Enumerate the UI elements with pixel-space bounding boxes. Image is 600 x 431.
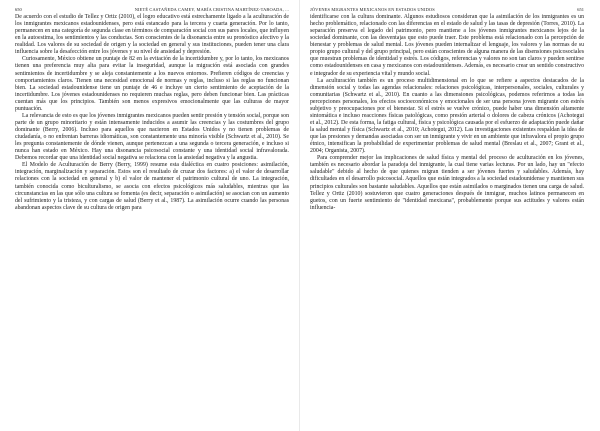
paragraph: El Modelo de Aculturación de Berry (Berry, 1999) resume esta dialéctica en cuatro posiciones: asimilación, integración, marginalización y separación. Estos son el resultado de cruzar dos factores: a) el valor de desarrollar relaciones con la sociedad en general y b) el valor de mantener el patrimonio cultural de uno. La integración, también conocida como biculturalismo, se asocia con efectos psicológicos más saludables, mientras que las circunstancias en las que sólo una cultura se fomenta (es decir, separación o asimilación) se asocian con un aumento del sufrimiento y la tristeza, y con cargas de salud (Berry et al., 1987). La asimilación ocurre cuando las personas abandonan aspectos clave de su cultura de origen para bbox=[15, 162, 289, 211]
right-page bbox=[300, 0, 600, 431]
left-body-text bbox=[15, 14, 289, 212]
left-page-number: 650 bbox=[15, 7, 22, 12]
right-running-title: JÓVENES MIGRANTES MEXICANOS EN ESTADOS UNIDOS bbox=[310, 7, 435, 12]
paragraph: identificarse con la cultura dominante. Algunos estudiosos consideran que la asimilación de los inmigrantes es un hecho problemático, relacionado con las diferencias en el estado de salud y las tasas de depresión (Torres, 2010). La separación preserva el legado del patrimonio, pero mantiene a los jóvenes inmigrantes mexicanos lejos de la sociedad dominante, con las desventajas que esto puede traer. Este problema está relacionado con la percepción de bienestar y problemas de salud mental. Los jóvenes pueden internalizar el lenguaje, los valores y las normas de su propio grupo cultural y del grupo principal, pero están conscientes de alguna manera de las disensiones psicosociales que muestran problemas de identidad y estrés. Los códigos, referencias y valores no son tan claros y pueden sentirse como estadounidenses en casa y mexicanos con estadounidenses. Además, es necesario crear un sentido constructivo e integrador de su experiencia vital y mundo social. bbox=[310, 14, 584, 77]
left-page-header bbox=[15, 5, 289, 14]
right-page-number: 651 bbox=[577, 7, 584, 12]
paragraph: Para comprender mejor las implicaciones de salud física y mental del proceso de aculturación en los jóvenes, también es necesario abordar la paradoja del inmigrante, la cual tiene varias lecturas. Por un lado, hay un "efecto saludable" debido al hecho de que quienes migran tienden a ser jóvenes fuertes y saludables. Además, hay dificultades en el desarrollo psicosocial. Aquellos que están integrados a la sociedad estadounidense y mantienen sus principios culturales son bastante saludables. Aquellos que están asimilados o marginados tienen una carga de salud. Tellez y Ortiz (2010) sostuvieron que cuatro generaciones después de inmigrar, muchos latinos permanecen en guetos, con un fuerte sentimiento de "identidad mexicana", probablemente porque sus actitudes y valores están influencia- bbox=[310, 155, 584, 211]
right-body-text bbox=[310, 14, 584, 212]
paragraph: La relevancia de esto es que los jóvenes inmigrantes mexicanos pueden sentir presión y tensión social, porque son parte de un grupo minoritario y están intensamente inducidos a asumir las creencias y las costumbres del grupo dominante (Berry, 2006). Incluso para aquellos que nacieron en Estados Unidos y no tienen problemas de ciudadanía, o no enfrentan barreras idiomáticas, son constantemente una minoría visible (Schwartz et al., 2010). Se les pregunta constantemente de dónde vienen, aunque pertenezcan a una segunda o tercera generación, e incluso si nunca han estado en México. Hay una disonancia psicosocial constante y una identidad social infravalorada. Debemos recordar que una identidad social negativa se relaciona con la ansiedad negativa y la angustia. bbox=[15, 112, 289, 162]
paragraph: La aculturación también es un proceso multidimensional en lo que se refiere a aspectos destacados de la dimensión social y todas las agendas relacionales: relaciones psicológicas, interpersonales, sociales, culturales y comunitarias (Schwartz et al., 2010). En cuanto a las dimensiones psicológicas, podemos referirnos a todas las percepciones personales, los efectos socioeconómicos y emocionales de ser una persona joven migrante con estrés subjetivo y preocupaciones por el bienestar. Si el estrés se vuelve crónico, puede haber una dimensión altamente sintomática e incluso reacciones físicas patológicas, como presión arterial o dolores de cabeza crónicos (Achotegui et al., 2012). De esta forma, la fatiga cultural, física y psicológica causada por el esfuerzo de adaptación puede dañar la salud mental y física (Schwartz et al., 2010; Achotegui, 2012). Las investigaciones existentes respaldan la idea de que las presiones y demandas asociadas con ser un inmigrante y vivir en un ambiente que infravalora el propio grupo étnico, intensifican la probabilidad de experimentar problemas de salud mental (Breslau et al., 2007; Grant et al., 2004; Organista, 2007). bbox=[310, 77, 584, 155]
right-page-header bbox=[310, 5, 584, 14]
paragraph: De acuerdo con el estudio de Tellez y Ortiz (2010), el logro educativo está estrechamente ligado a la aculturación de los inmigrantes mexicanos estadounidenses, pero está estancado para la tercera y cuarta generación. Por lo tanto, permanecen en una categoría de segunda clase en términos de comparación social con sus pares locales, que influyen en la autoestima, los sentimientos y las conductas. Son conscientes de la disonancia entre su pronóstico afectivo y la realidad. Los valores de su sociedad de origen y la sociedad en general y sus instituciones, pueden tener una clara influencia sobre la desafección entre los jóvenes y su nivel de ansiedad y depresión. bbox=[15, 14, 289, 56]
paragraph: Curiosamente, México obtiene un puntaje de 82 en la evitación de la incertidumbre y, por lo tanto, los mexicanos tienen una preferencia muy alta para evitar la inseguridad, aunque la migración está asociada con grandes sentimientos de incertidumbre y se aleja constantemente a los nuevos entornos. Prefieren códigos de creencias y comportamientos claros. Tienen una necesidad emocional de normas y reglas, incluso si las reglas no funcionan bien. La sociedad estadounidense tiene un puntaje de 46 e incluye un cierto sentimiento de aceptación de la incertidumbre. Los jóvenes estadounidenses no requieren muchas reglas, pero deben funcionar bien. Las prácticas cuentan más que los principios. También son menos expresivos emocionalmente que las culturas de mayor puntuación. bbox=[15, 56, 289, 112]
left-running-title: NIETÉ CASTAÑEDA CAMEY, MARÍA CRISTINA MARTÍNEZ-TABOADA, ... bbox=[134, 7, 289, 12]
